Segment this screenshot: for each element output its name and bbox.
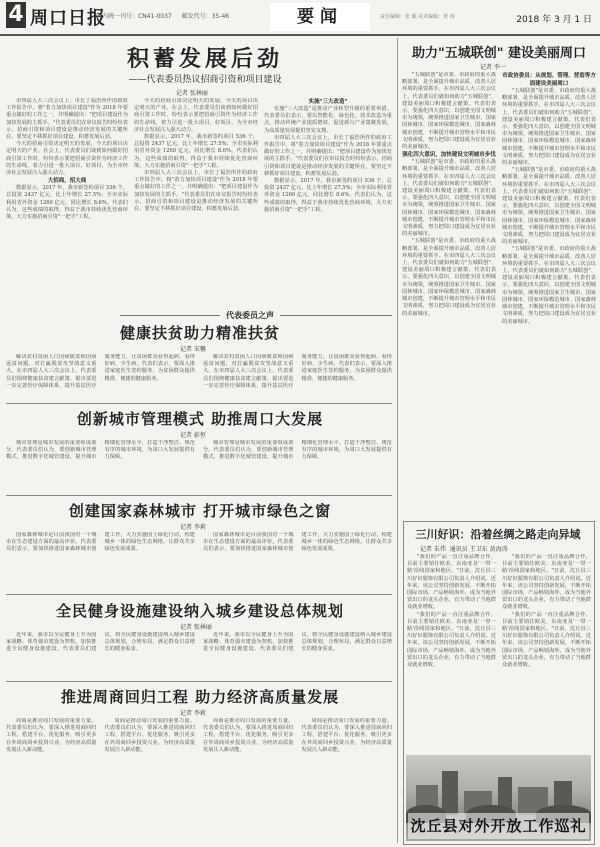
page-number: 4	[6, 2, 26, 28]
lead-paragraph: 市四届人大三次会议上，市长丁福浩所作的政府工作报告中，将"着力加快项目建设"作为 2018 年要重点做好的工作之一，并明确提出："把项目建设作为加快发展的主抓手。"代表委员们在审议报告时纷纷表示，招商引资和项目建设是推动经济发展的关键所在，要坚定不移抓好项目建设，积蓄发展后劲。	[264, 134, 392, 177]
article-byline: 记者 李莉	[180, 524, 206, 531]
lead-headline: 积蓄发展后劲	[126, 46, 283, 72]
article-byline: 记者 张林丽	[180, 624, 212, 631]
issue-date: 2018 年 3 月 1 日	[516, 15, 592, 25]
article-paragraph: 国家森林城市是目前我国对一个城市在生态建设方面的最高评价。代表委员们表示，要加快推进国家森林城市创建工作，大力实施国土绿化行动，构建城乡一体的绿色生态网络，让群众共享绿色发展成果。	[6, 532, 195, 553]
right-paragraph: "五城联创"是市委、市政府的重大战略部署，是全面提升城市品质、改善人居环境的重要抓手。在市四届人大三次会议上，代表委员们就如何助力"五城联创"、建设美丽周口积极建言献策。代表们表示，要强化四大意识，以创建全国文明城市为统领，统筹推进国家卫生城市、国家园林城市、国家环保模范城市、国家森林城市创建，不断提升城市管理水平和市民文明素质，努力把周口建设成为宜居宜业的美丽城市。	[402, 72, 496, 151]
article-headline: 创新城市管理模式 助推周口大发展	[76, 410, 324, 428]
article-byline: 记者 彭恒	[180, 432, 206, 439]
lead-deck: ——代表委员热议招商引资和项目建设	[128, 75, 282, 85]
box-paragraph: "我们的产品一直注重品牌合作，目前主要销往欧美、东南亚及'一带一路'沿线国家和地区。"日前，沈丘县三川好识服饰有限公司负责人介绍说。近年来，该公司坚持创新发展，不断开拓国际市场，产品畅销海外，成为当地外贸出口的龙头企业，有力带动了当地群众就业增收。	[407, 611, 496, 669]
article-body	[6, 354, 392, 400]
article-paragraph: 国家森林城市是目前我国对一个城市在生态建设方面的最高评价。代表委员们表示，要加快推进国家森林城市创建工作，大力实施国土绿化行动，构建城乡一体的绿色生态网络，让群众共享绿色发展成果。	[203, 532, 392, 553]
lead-column-2	[134, 98, 258, 305]
lead-paragraph: 市四届人大三次会议上，市长丁福浩所作的政府工作报告中，将"着力加快项目建设"作为 2018 年要重点做好的工作之一，并明确提出："把项目建设作为加快发展的主抓手。"代表委员们在审议报告时纷纷表示，招商引资和项目建设是推动经济发展的关键所在，要坚定不移抓好项目建设，积蓄发展后劲。	[134, 170, 258, 213]
section-title: 要闻	[270, 3, 370, 31]
photo-building	[442, 771, 458, 815]
article-body	[6, 440, 392, 492]
masthead-meta-item: 国内统一刊号：CN41-0037	[96, 13, 172, 20]
lead-paragraph: 数据显示，2017 年，我市新签约项目 536 个，总投资 2437 亿元，比上年增长 27.5%；全市实际利用省外资金 1260 亿元，同比增长 8.6%。代表们认为，这些成绩的取得，得益于我市持续优化营商环境，大力实施招商引资"一把手"工程。	[134, 134, 258, 169]
article-headline: 创建国家森林城市 打开城市绿色之窗	[68, 502, 332, 520]
masthead-meta	[96, 11, 237, 20]
divider	[6, 594, 392, 595]
article-headline: 健康扶贫助力精准扶贫	[119, 324, 280, 342]
right-paragraph: "五城联创"是市委、市政府的重大战略部署，是全面提升城市品质、改善人居环境的重要抓手。在市四届人大三次会议上，代表委员们就如何助力"五城联创"、建设美丽周口积极建言献策。代表们表示，要强化四大意识，以创建全国文明城市为统领，统筹推进国家卫生城市、国家园林城市、国家环保模范城市、国家森林城市创建，不断提升城市管理水平和市民文明素质，努力把周口建设成为宜居宜业的美丽城市。	[402, 159, 496, 238]
right-paragraph: "五城联创"是市委、市政府的重大战略部署，是全面提升城市品质、改善人居环境的重要抓手。在市四届人大三次会议上，代表委员们就如何助力"五城联创"、建设美丽周口积极建言献策。代表们表示，要强化四大意识，以创建全国文明城市为统领，统筹推进国家卫生城市、国家园林城市、国家环保模范城市、国家森林城市创建，不断提升城市管理水平和市民文明素质，努力把周口建设成为宜居宜业的美丽城市。	[502, 167, 596, 246]
band-label: 代表委员之声	[220, 310, 280, 321]
article-body	[6, 532, 392, 590]
right-subhead: 市政协委员：从规划、管理、营造等方面建设美丽周口	[502, 73, 596, 87]
right-headline: 助力"五城联创" 建设美丽周口	[411, 46, 587, 61]
article-body	[6, 718, 392, 842]
article-headline: 全民健身设施建设纳入城乡建设总体规划	[55, 602, 344, 620]
divider	[6, 681, 392, 682]
box-paragraph: "我们的产品一直注重品牌合作，目前主要销往欧美、东南亚及'一带一路'沿线国家和地区。"日前，沈丘县三川好识服饰有限公司负责人介绍说。近年来，该公司坚持创新发展，不断开拓国际市场，产品畅销海外，成为当地外贸出口的龙头企业，有力带动了当地群众就业增收。	[502, 611, 591, 669]
section-band	[120, 309, 392, 321]
article-byline: 记者 李莉	[180, 710, 206, 717]
right-paragraph: "五城联创"是市委、市政府的重大战略部署，是全面提升城市品质、改善人居环境的重要抓手。在市四届人大三次会议上，代表委员们就如何助力"五城联创"、建设美丽周口积极建言献策。代表们表示，要强化四大意识，以创建全国文明城市为统领，统筹推进国家卫生城市、国家园林城市、国家环保模范城市、国家森林城市创建，不断提升城市管理水平和市民文明素质，努力把周口建设成为宜居宜业的美丽城市。	[502, 246, 596, 325]
lead-subhead: 大招商，招大商	[47, 178, 87, 185]
article-paragraph: 城市管理是城市发展的重要组成部分。代表委员们认为，要创新城市管理模式，推进数字化城管建设，提升城市精细化管理水平，打造干净整洁、规范有序的城市环境，为周口大发展提供有力保障。	[6, 440, 195, 461]
photo-caption: 沈丘县对外开放工作巡礼	[408, 813, 589, 839]
article-paragraph: 城市管理是城市发展的重要组成部分。代表委员们认为，要创新城市管理模式，推进数字化城管建设，提升城市精细化管理水平，打造干净整洁、规范有序的城市环境，为周口大发展提供有力保障。	[203, 440, 392, 461]
box-headline: 三川好识：沿着丝绸之路走向异域	[415, 528, 581, 541]
box-byline-correspondent: 通讯员 王卫东 黄海涛	[449, 546, 508, 553]
lead-paragraph: 市四届人大三次会议上，市长丁福浩所作的政府工作报告中，将"着力加快项目建设"作为 2018 年要重点做好的工作之一，并明确提出："把项目建设作为加快发展的主抓手。"代表委员们在审议报告时纷纷表示，招商引资和项目建设是推动经济发展的关键所在，要坚定不移抓好项目建设，积蓄发展后劲。	[6, 98, 128, 141]
lead-paragraph: 实施"三大改造"是推动产业转型升级的重要举措。代表委员们表示，要以智能化、绿色化、技术改造为重点，推动传统产业提质增效，促进新兴产业集聚发展，为高质量发展提供坚实支撑。	[264, 106, 392, 134]
lead-column-3	[264, 98, 392, 305]
paper-name: 周口日报	[30, 8, 106, 29]
masthead-meta-item: 邮发代号：35-46	[181, 13, 230, 20]
article-paragraph: 周商是推动周口发展的重要力量。代表委员们认为，要深入推进周商回归工程，搭建平台、优化服务，吸引更多在外周商回乡投资兴业，为经济高质量发展注入新动能。	[203, 718, 294, 753]
article-byline: 记者 宋馨	[180, 346, 206, 353]
lead-paragraph: 今天的招商引资决定明天的发展，今天的项目决定明天的产业。在会上，代表委员们谈到如何做好招商引资工作时，纷纷表示要把招商引资作为经济工作的生命线，着力引进一批大项目、好项目，为全市经济社会发展注入强大动力。	[6, 141, 128, 177]
article-paragraph: 解决农村贫困人口因病致贫和因病返贫问题，对打赢脱贫攻坚战意义重大。在市四届人大三次会议上，代表委员们围绕健康扶贫建言献策，提出要进一步完善医疗保障体系，提升基层医疗服务能力，让贫困群众看得起病、看得好病、少生病。代表们表示，要深入推进家庭医生签约服务，为贫困群众提供精准、便捷的健康服务。	[6, 354, 195, 389]
divider	[6, 495, 392, 496]
box-byline-reporter: 记者 朱伟	[420, 546, 446, 553]
lead-paragraph: 数据显示，2017 年，我市新签约项目 536 个，总投资 2437 亿元，比上年增长 27.5%；全市实际利用省外资金 1260 亿元，同比增长 8.6%。代表们认为，这些成绩的取得，得益于我市持续优化营商环境，大力实施招商引资"一把手"工程。	[6, 185, 128, 221]
masthead-fine-print: 责任编辑：张 颖 美术编辑：黄 涛	[380, 14, 455, 20]
column-rule	[397, 38, 398, 843]
box-paragraph: "我们的产品一直注重品牌合作，目前主要销往欧美、东南亚及'一带一路'沿线国家和地区。"日前，沈丘县三川好识服饰有限公司负责人介绍说。近年来，该公司坚持创新发展，不断开拓国际市场，产品畅销海外，成为当地外贸出口的龙头企业，有力带动了当地群众就业增收。	[407, 554, 496, 611]
lead-byline: 记者 张林丽	[176, 90, 208, 97]
article-paragraph: 周商是推动周口发展的重要力量。代表委员们认为，要深入推进周商回归工程，搭建平台、优化服务，吸引更多在外周商回乡投资兴业，为经济高质量发展注入新动能。	[6, 718, 97, 753]
lead-subhead: 实施"三大改造"	[308, 99, 348, 105]
divider	[6, 403, 392, 404]
right-paragraph: "五城联创"是市委、市政府的重大战略部署，是全面提升城市品质、改善人居环境的重要抓手。在市四届人大三次会议上，代表委员们就如何助力"五城联创"、建设美丽周口积极建言献策。代表们表示，要强化四大意识，以创建全国文明城市为统领，统筹推进国家卫生城市、国家园林城市、国家环保模范城市、国家森林城市创建，不断提升城市管理水平和市民文明素质，努力把周口建设成为宜居宜业的美丽城市。	[402, 238, 496, 317]
right-byline: 记者 李一	[480, 64, 506, 71]
article-paragraph: 近年来，我市以全民健身上升为国家战略、体育强市建设为契机，加快推进全民健身设施建设。代表委员们建议，将全民健身设施建设纳入城乡建设总体规划，合理布局，满足群众日益增长的健身需求。	[6, 632, 195, 653]
article-paragraph: 解决农村贫困人口因病致贫和因病返贫问题，对打赢脱贫攻坚战意义重大。在市四届人大三次会议上，代表委员们围绕健康扶贫建言献策，提出要进一步完善医疗保障体系，提升基层医疗服务能力，让贫困群众看得起病、看得好病、少生病。代表们表示，要深入推进家庭医生签约服务，为贫困群众提供精准、便捷的健康服务。	[203, 354, 392, 389]
lead-paragraph: 今天的招商引资决定明天的发展，今天的项目决定明天的产业。在会上，代表委员们谈到如何做好招商引资工作时，纷纷表示要把招商引资作为经济工作的生命线，着力引进一批大项目、好项目，为全市经济社会发展注入强大动力。	[134, 98, 258, 133]
article-paragraph: 近年来，我市以全民健身上升为国家战略、体育强市建设为契机，加快推进全民健身设施建设。代表委员们建议，将全民健身设施建设纳入城乡建设总体规划，合理布局，满足群众日益增长的健身需求。	[203, 632, 392, 653]
box-paragraph: "我们的产品一直注重品牌合作，目前主要销往欧美、东南亚及'一带一路'沿线国家和地区。"日前，沈丘县三川好识服饰有限公司负责人介绍说。近年来，该公司坚持创新发展，不断开拓国际市场，产品畅销海外，成为当地外贸出口的龙头企业，有力带动了当地群众就业增收。	[502, 554, 591, 611]
article-body	[6, 632, 392, 678]
box-body	[407, 554, 591, 752]
article-headline: 推进周商回归工程 助力经济高质量发展	[60, 688, 340, 706]
right-subhead: 强化四大意识，加快建设文明城市步伐	[402, 152, 496, 159]
box-byline	[420, 544, 508, 553]
masthead	[0, 0, 600, 36]
article-paragraph: 周商是推动周口发展的重要力量。代表委员们认为，要深入推进周商回归工程，搭建平台、优化服务，吸引更多在外周商回乡投资兴业，为经济高质量发展注入新动能。	[104, 718, 195, 753]
lead-column-1	[6, 98, 128, 305]
right-body	[402, 72, 596, 516]
right-paragraph: "五城联创"是市委、市政府的重大战略部署，是全面提升城市品质、改善人居环境的重要抓手。在市四届人大三次会议上，代表委员们就如何助力"五城联创"、建设美丽周口积极建言献策。代表们表示，要强化四大意识，以创建全国文明城市为统领，统筹推进国家卫生城市、国家园林城市、国家环保模范城市、国家森林城市创建，不断提升城市管理水平和市民文明素质，努力把周口建设成为宜居宜业的美丽城市。	[502, 88, 596, 167]
article-paragraph: 周商是推动周口发展的重要力量。代表委员们认为，要深入推进周商回归工程，搭建平台、优化服务，吸引更多在外周商回乡投资兴业，为经济高质量发展注入新动能。	[301, 718, 392, 753]
lead-paragraph: 数据显示，2017 年，我市新签约项目 536 个，总投资 2437 亿元，比上年增长 27.5%；全市实际利用省外资金 1260 亿元，同比增长 8.6%。代表们认为，这些成绩的取得，得益于我市持续优化营商环境，大力实施招商引资"一把手"工程。	[264, 178, 392, 213]
